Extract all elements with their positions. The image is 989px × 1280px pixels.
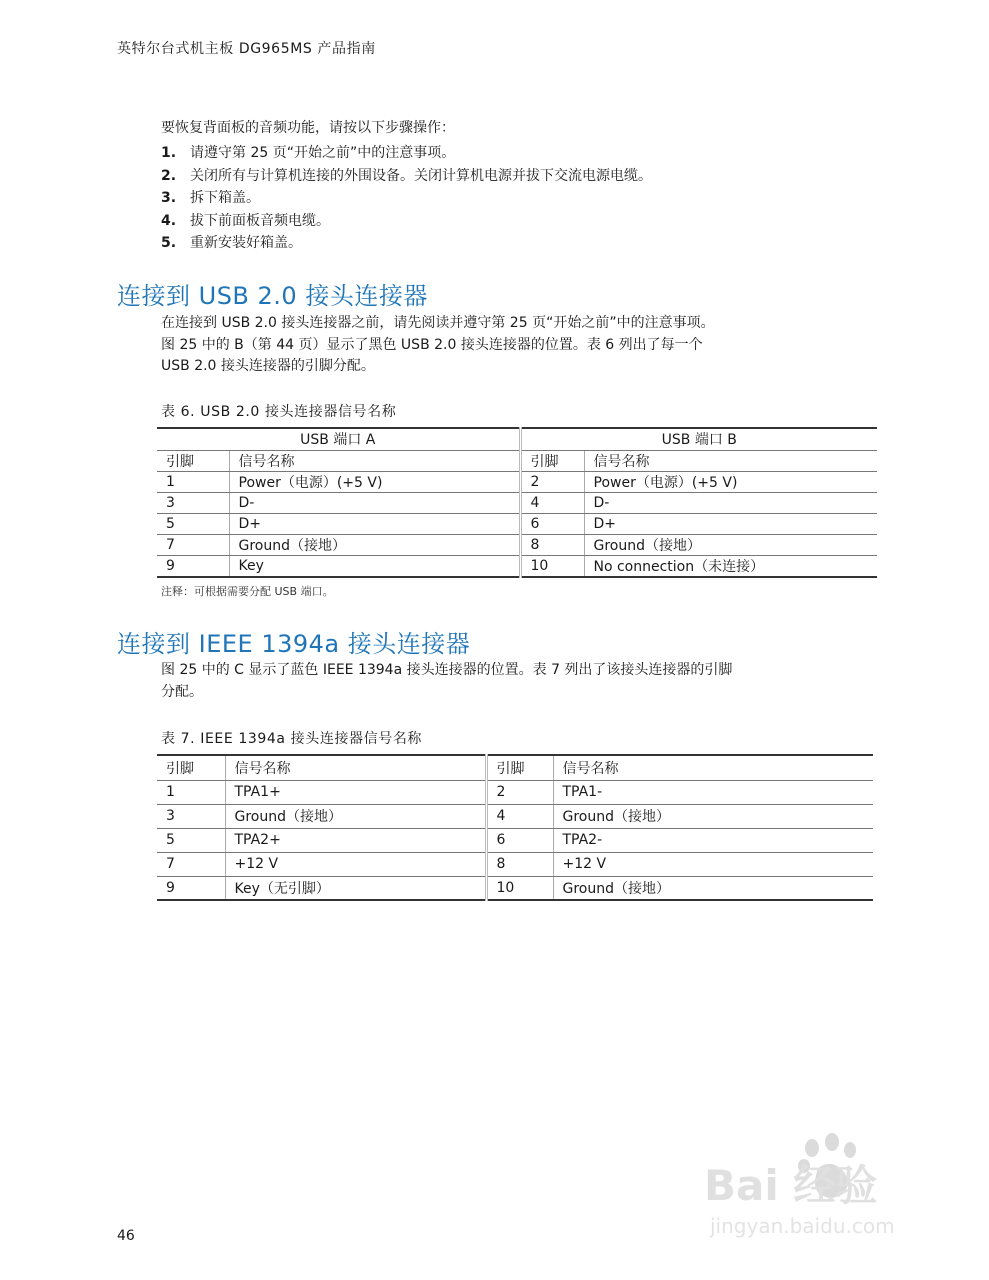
intro-text: 要恢复背面板的音频功能，请按以下步骤操作： [161,120,455,136]
baidu-jingyan-watermark [700,1128,940,1243]
watermark-brand-text: Bai 经验 [704,1161,878,1210]
table-row: 3 D- 4 D- [157,492,877,513]
usb-section-paragraph: 在连接到 USB 2.0 接头连接器之前，请先阅读并遵守第 25 页“开始之前”中的注意事项。 图 25 中的 B（第 44 页）显示了黑色 USB 2.0 接头连接器的位置。表 6 列出了每一个 USB 2.0 接头连接器的引脚分配。 [161,315,715,374]
usb-port-b-header: USB 端口 B [520,428,877,450]
ieee-table-caption: 表 7. IEEE 1394a 接头连接器信号名称 [161,731,423,747]
column-header-signal: 信号名称 [229,450,520,471]
usb-table-caption: 表 6. USB 2.0 接头连接器信号名称 [161,404,397,420]
column-header-signal: 信号名称 [553,755,873,780]
running-header: 英特尔台式机主板 DG965MS 产品指南 [117,41,376,57]
usb-port-a-header: USB 端口 A [157,428,520,450]
column-header-pin: 引脚 [520,450,584,471]
usb-signal-table [157,427,877,578]
table-row: 5 TPA2+ 6 TPA2- [157,828,873,852]
column-header-pin: 引脚 [157,450,229,471]
list-item: 1. 请遵守第 25 页“开始之前”中的注意事项。 [161,145,456,161]
list-item: 4. 拔下前面板音频电缆。 [161,212,330,229]
table-row: 1 TPA1+ 2 TPA1- [157,780,873,804]
usb-section-heading: 连接到 USB 2.0 接头连接器 [117,282,428,310]
ieee-section-heading: 连接到 IEEE 1394a 接头连接器 [117,630,471,658]
table-row: 5 D+ 6 D+ [157,513,877,534]
table-row: 7 +12 V 8 +12 V [157,852,873,876]
watermark-url-text: jingyan.baidu.com [710,1214,895,1238]
ieee-signal-table [157,754,873,901]
steps-list [161,142,652,255]
usb-table-note: 注释：可根据需要分配 USB 端口。 [161,585,334,598]
column-header-pin: 引脚 [157,755,225,780]
column-header-signal: 信号名称 [584,450,877,471]
list-item: 2. 关闭所有与计算机连接的外围设备。关闭计算机电源并拔下交流电源电缆。 [161,167,652,184]
list-item: 5. 重新安装好箱盖。 [161,235,302,251]
page-number: 46 [117,1228,135,1244]
column-header-pin: 引脚 [486,755,553,780]
table-row: 9 Key 10 No connection（未连接） [157,555,877,577]
table-row: 1 Power（电源）(+5 V) 2 Power（电源）(+5 V) [157,471,877,492]
table-row: 3 Ground（接地） 4 Ground（接地） [157,804,873,828]
list-item: 3. 拆下箱盖。 [161,190,260,206]
ieee-section-paragraph: 图 25 中的 C 显示了蓝色 IEEE 1394a 接头连接器的位置。表 7 列出了该接头连接器的引脚 分配。 [161,662,733,700]
column-header-signal: 信号名称 [225,755,486,780]
table-row: 9 Key（无引脚） 10 Ground（接地） [157,876,873,900]
table-row: 7 Ground（接地） 8 Ground（接地） [157,534,877,555]
